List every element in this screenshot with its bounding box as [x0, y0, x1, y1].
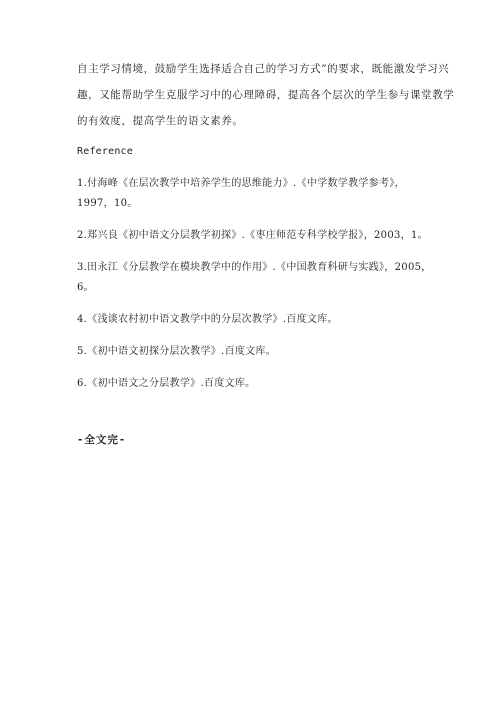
reference-item — [77, 258, 437, 298]
paragraph-line: 的有效度，提高学生的语文素养。 — [77, 115, 244, 127]
reference-line: 1.付海峰《在层次教学中培养学生的思维能力》.《中学数学教学参考》， — [77, 178, 405, 189]
paragraph-line: 自主学习情境，鼓励学生选择适合自己的学习方式”的要求，既能激发学习兴 — [77, 63, 450, 75]
reference-item — [77, 374, 437, 394]
reference-line: 6.《初中语文之分层教学》.百度文库。 — [77, 378, 256, 389]
reference-item — [77, 226, 437, 246]
reference-heading: Reference — [77, 146, 133, 157]
reference-item — [77, 310, 437, 330]
reference-line: 4.《浅谈农村初中语文教学中的分层次教学》.百度文库。 — [77, 314, 338, 325]
body-paragraph — [77, 56, 455, 134]
end-mark: -全文完- — [77, 434, 127, 446]
document-content — [77, 56, 455, 394]
reference-line: 3.田永江《分层教学在模块教学中的作用》.《中国教育科研与实践》，2005， — [77, 262, 432, 273]
reference-item — [77, 342, 437, 362]
paragraph-line: 趣，又能帮助学生克服学习中的心理障碍，提高各个层次的学生参与课堂教学 — [77, 89, 455, 101]
reference-line: 6。 — [77, 282, 94, 293]
reference-list — [77, 174, 437, 394]
reference-line: 5.《初中语文初探分层次教学》.百度文库。 — [77, 346, 277, 357]
reference-line: 1997，10。 — [77, 198, 138, 209]
reference-item — [77, 174, 437, 214]
reference-line: 2.郑兴良《初中语文分层教学初探》.《枣庄师范专科学校学报》，2003，1。 — [77, 230, 428, 241]
